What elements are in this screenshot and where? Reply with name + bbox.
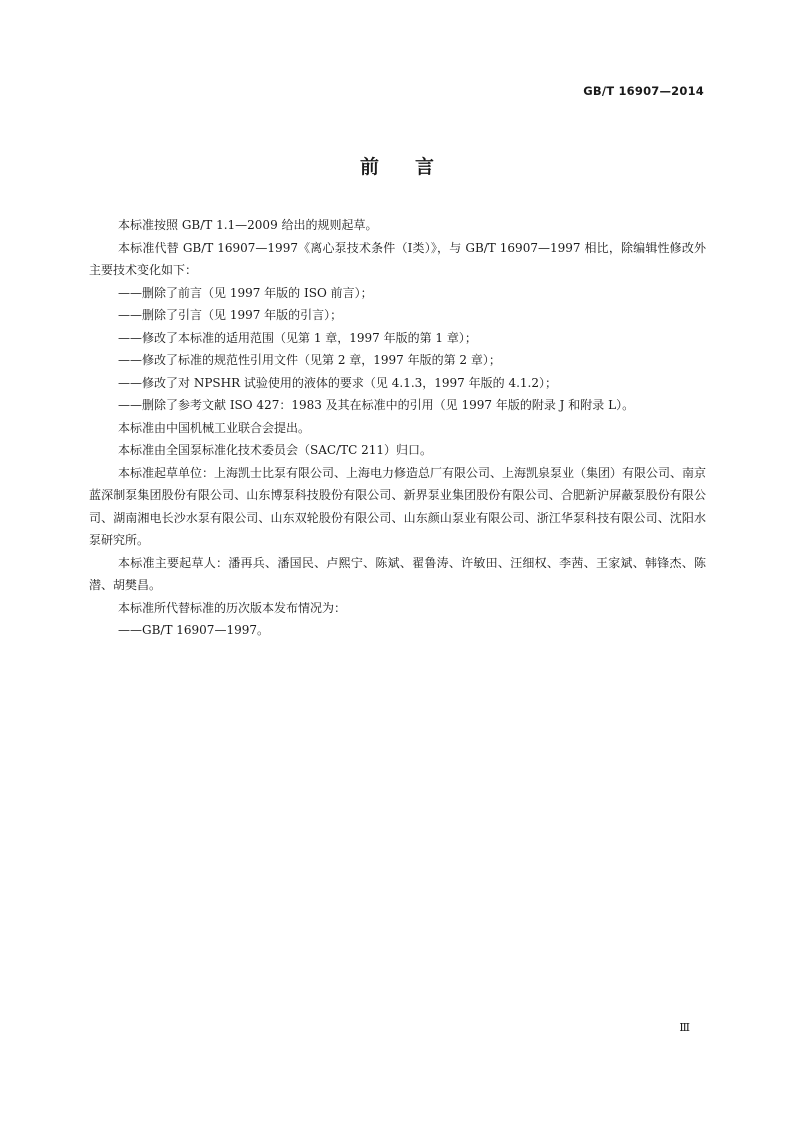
change-item: ——修改了本标准的适用范围（见第 1 章，1997 年版的第 1 章）； bbox=[118, 330, 477, 345]
change-item: ——删除了引言（见 1997 年版的引言）； bbox=[118, 308, 343, 322]
change-item: ——删除了前言（见 1997 年版的 ISO 前言）； bbox=[118, 285, 373, 300]
paragraph-committee: 本标准由全国泵标准化技术委员会（SAC/TC 211）归口。 bbox=[118, 443, 433, 457]
change-item: ——修改了标准的规范性引用文件（见第 2 章，1997 年版的第 2 章）； bbox=[118, 353, 501, 367]
history-item: ——GB/T 16907—1997。 bbox=[118, 623, 269, 637]
paragraph-replacement: 本标准代替 GB/T 16907—1997《离心泵技术条件（Ⅰ类）》，与 GB/T 16907—1997 相比，除编辑性修改外主要技术变化如下： bbox=[89, 240, 706, 277]
paragraph-history: 本标准所代替标准的历次版本发布情况为： bbox=[118, 600, 347, 615]
page-number: Ⅲ bbox=[679, 1021, 690, 1034]
foreword-body bbox=[89, 214, 706, 642]
change-item: ——修改了对 NPSHR 试验使用的液体的要求（见 4.1.3，1997 年版的 4.1.2）； bbox=[118, 375, 557, 390]
paragraph-drafting-units: 本标准起草单位：上海凯士比泵有限公司、上海电力修造总厂有限公司、上海凯泉泵业（集团）有限公司、南京蓝深制泵集团股份有限公司、山东博泵科技股份有限公司、新界泵业集团股份有限公司、合肥新沪屏蔽泵股份有限公司、湖南湘电长沙水泵有限公司、山东双轮股份有限公司、山东颜山泵业有限公司、浙江华泵科技有限公司、沈阳水泵研究所。 bbox=[89, 465, 707, 547]
standard-code: GB/T 16907—2014 bbox=[583, 84, 704, 98]
change-item: ——删除了参考文献 ISO 427：1983 及其在标准中的引用（见 1997 年版的附录 J 和附录 L）。 bbox=[118, 398, 635, 412]
page-title: 前言 bbox=[359, 156, 470, 178]
paragraph-drafters: 本标准主要起草人：潘再兵、潘国民、卢熙宁、陈斌、翟鲁涛、许敏田、汪细权、李茜、王家斌、韩锋杰、陈潜、胡樊昌。 bbox=[89, 555, 706, 592]
paragraph-proposer: 本标准由中国机械工业联合会提出。 bbox=[118, 420, 311, 435]
paragraph-drafting-rules: 本标准按照 GB/T 1.1—2009 给出的规则起草。 bbox=[118, 218, 378, 232]
